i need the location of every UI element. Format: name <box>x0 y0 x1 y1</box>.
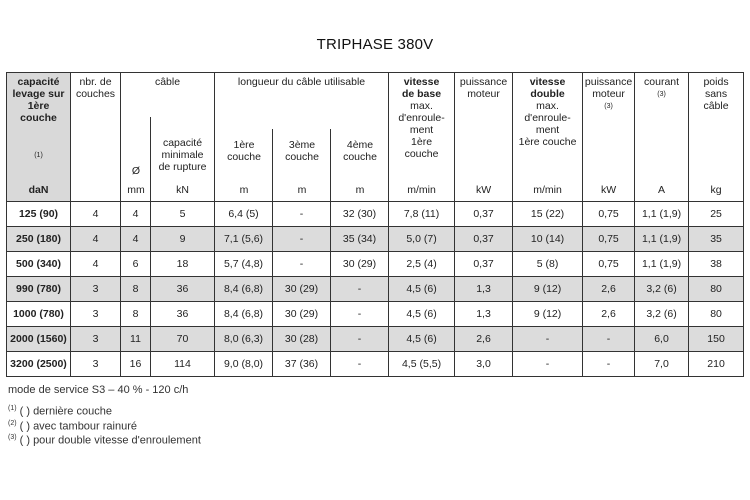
cell-breaking-capacity: 36 <box>151 302 215 327</box>
cell-double-speed: 9 (12) <box>513 277 583 302</box>
cell-breaking-capacity: 18 <box>151 252 215 277</box>
header-length-group: longueur du câble utilisable <box>237 76 366 88</box>
cell-weight: 210 <box>689 352 744 377</box>
cell-breaking-capacity: 114 <box>151 352 215 377</box>
cell-layers: 3 <box>71 352 121 377</box>
cell-base-speed: 4,5 (6) <box>389 277 455 302</box>
table-row <box>7 327 744 352</box>
header-row <box>7 73 744 202</box>
cell-diameter: 6 <box>121 252 151 277</box>
unit-m: m <box>297 184 307 196</box>
specification-table <box>6 72 744 377</box>
header-layer-1: 1ère couche <box>227 139 261 163</box>
cell-breaking-capacity: 70 <box>151 327 215 352</box>
cell-length-layer-3: - <box>273 252 331 277</box>
cell-breaking-capacity: 36 <box>151 277 215 302</box>
cell-base-speed: 7,8 (11) <box>389 202 455 227</box>
header-diameter: Ø <box>131 165 141 177</box>
cell-motor-power: 3,0 <box>455 352 513 377</box>
cell-length-layer-1: 9,0 (8,0) <box>215 352 273 377</box>
cell-capacity: 500 (340) <box>7 252 71 277</box>
cell-motor-power: 0,37 <box>455 202 513 227</box>
cell-double-speed: 9 (12) <box>513 302 583 327</box>
cell-motor-power-double: - <box>583 352 635 377</box>
cell-length-layer-4: - <box>331 302 389 327</box>
cell-double-speed: 10 (14) <box>513 227 583 252</box>
cell-diameter: 8 <box>121 302 151 327</box>
cell-double-speed: - <box>513 352 583 377</box>
cell-layers: 3 <box>71 302 121 327</box>
cell-weight: 35 <box>689 227 744 252</box>
operating-mode-note: mode de service S3 – 40 % - 120 c/h <box>8 384 189 396</box>
header-motor-power: puissance moteur kW <box>455 73 513 202</box>
header-cable <box>121 73 215 202</box>
cell-capacity: 3200 (2500) <box>7 352 71 377</box>
table-row <box>7 227 744 252</box>
cell-diameter: 4 <box>121 227 151 252</box>
cell-layers: 4 <box>71 227 121 252</box>
footnote-ref-3: (3) <box>657 91 666 98</box>
cell-diameter: 4 <box>121 202 151 227</box>
cell-capacity: 1000 (780) <box>7 302 71 327</box>
unit-mm: mm <box>127 184 145 196</box>
cell-length-layer-3: 30 (29) <box>273 277 331 302</box>
unit-kw: kW <box>600 184 617 196</box>
cell-base-speed: 4,5 (5,5) <box>389 352 455 377</box>
cell-motor-power: 2,6 <box>455 327 513 352</box>
cell-motor-power: 1,3 <box>455 302 513 327</box>
header-cable-group: câble <box>154 76 181 88</box>
footnote-1: $^{(1)}$ ( ) dernière couche <box>8 405 112 418</box>
cell-breaking-capacity: 5 <box>151 202 215 227</box>
table-row <box>7 352 744 377</box>
cell-length-layer-1: 7,1 (5,6) <box>215 227 273 252</box>
cell-diameter: 8 <box>121 277 151 302</box>
cell-weight: 25 <box>689 202 744 227</box>
unit-kn: kN <box>176 184 189 196</box>
footnote-ref-1: (1) <box>34 152 43 159</box>
unit-a: A <box>658 184 666 196</box>
cell-motor-power: 0,37 <box>455 227 513 252</box>
cell-layers: 4 <box>71 202 121 227</box>
unit-dan: daN <box>28 184 49 196</box>
cell-double-speed: 15 (22) <box>513 202 583 227</box>
cell-weight: 38 <box>689 252 744 277</box>
cell-motor-power-double: 2,6 <box>583 302 635 327</box>
cell-length-layer-1: 6,4 (5) <box>215 202 273 227</box>
unit-kw: kW <box>475 184 492 196</box>
cell-base-speed: 2,5 (4) <box>389 252 455 277</box>
cell-weight: 150 <box>689 327 744 352</box>
footnote-ref-3: (3) <box>604 103 613 110</box>
cell-diameter: 11 <box>121 327 151 352</box>
cell-layers: 3 <box>71 327 121 352</box>
cell-base-speed: 5,0 (7) <box>389 227 455 252</box>
cell-length-layer-1: 5,7 (4,8) <box>215 252 273 277</box>
cell-motor-power-double: 0,75 <box>583 202 635 227</box>
cell-length-layer-3: 30 (29) <box>273 302 331 327</box>
cell-motor-power: 0,37 <box>455 252 513 277</box>
header-layer-4: 4ème couche <box>343 139 377 163</box>
unit-m-per-min: m/min <box>407 184 436 196</box>
cell-current: 1,1 (1,9) <box>635 252 689 277</box>
header-capacity: capacité levage sur 1ère couche (1) daN <box>7 73 71 202</box>
unit-m: m <box>355 184 365 196</box>
cell-double-speed: 5 (8) <box>513 252 583 277</box>
cell-diameter: 16 <box>121 352 151 377</box>
cell-current: 3,2 (6) <box>635 302 689 327</box>
table-row <box>7 277 744 302</box>
cell-base-speed: 4,5 (6) <box>389 327 455 352</box>
cell-length-layer-3: - <box>273 227 331 252</box>
header-layers: nbr. de couches <box>71 73 121 202</box>
cell-current: 1,1 (1,9) <box>635 227 689 252</box>
unit-m: m <box>239 184 249 196</box>
cell-length-layer-1: 8,4 (6,8) <box>215 302 273 327</box>
cell-capacity: 250 (180) <box>7 227 71 252</box>
cell-base-speed: 4,5 (6) <box>389 302 455 327</box>
unit-m-per-min: m/min <box>533 184 562 196</box>
cell-capacity: 990 (780) <box>7 277 71 302</box>
page-title: TRIPHASE 380V <box>316 36 434 53</box>
cell-motor-power-double: 0,75 <box>583 227 635 252</box>
cell-length-layer-1: 8,4 (6,8) <box>215 277 273 302</box>
cell-motor-power: 1,3 <box>455 277 513 302</box>
cell-capacity: 2000 (1560) <box>7 327 71 352</box>
cell-layers: 4 <box>71 252 121 277</box>
cell-current: 6,0 <box>635 327 689 352</box>
table-row <box>7 302 744 327</box>
cell-length-layer-4: - <box>331 277 389 302</box>
header-layer-3: 3ème couche <box>285 139 319 163</box>
cell-motor-power-double: 0,75 <box>583 252 635 277</box>
header-weight: poids sans câble kg <box>689 73 744 202</box>
cell-layers: 3 <box>71 277 121 302</box>
cell-current: 3,2 (6) <box>635 277 689 302</box>
table-row <box>7 252 744 277</box>
header-double-speed: vitesse double max. d'enroule- ment 1ère couche m/min <box>513 73 583 202</box>
cell-current: 1,1 (1,9) <box>635 202 689 227</box>
header-length <box>215 73 389 202</box>
cell-length-layer-4: 30 (29) <box>331 252 389 277</box>
cell-motor-power-double: 2,6 <box>583 277 635 302</box>
header-base-speed: vitesse de base max. d'enroule- ment 1ère couche m/min <box>389 73 455 202</box>
cell-length-layer-4: 32 (30) <box>331 202 389 227</box>
cell-double-speed: - <box>513 327 583 352</box>
cell-weight: 80 <box>689 302 744 327</box>
table-row <box>7 202 744 227</box>
cell-length-layer-3: - <box>273 202 331 227</box>
header-breaking-capacity: capacité minimale de rupture <box>158 137 207 173</box>
cell-length-layer-4: - <box>331 352 389 377</box>
footnote-2: $^{(2)}$ ( ) avec tambour rainuré <box>8 419 138 433</box>
cell-current: 7,0 <box>635 352 689 377</box>
footnote-3: $^{(3)}$ ( ) pour double vitesse d'enroulement <box>8 434 201 447</box>
cell-length-layer-4: 35 (34) <box>331 227 389 252</box>
cell-breaking-capacity: 9 <box>151 227 215 252</box>
cell-capacity: 125 (90) <box>7 202 71 227</box>
cell-length-layer-4: - <box>331 327 389 352</box>
cell-length-layer-1: 8,0 (6,3) <box>215 327 273 352</box>
cell-motor-power-double: - <box>583 327 635 352</box>
notes <box>8 384 201 447</box>
unit-kg: kg <box>710 184 722 196</box>
header-motor-power-double: puissance moteur (3) kW <box>583 73 635 202</box>
cell-length-layer-3: 30 (28) <box>273 327 331 352</box>
cell-weight: 80 <box>689 277 744 302</box>
cell-length-layer-3: 37 (36) <box>273 352 331 377</box>
header-current: courant (3) A <box>635 73 689 202</box>
